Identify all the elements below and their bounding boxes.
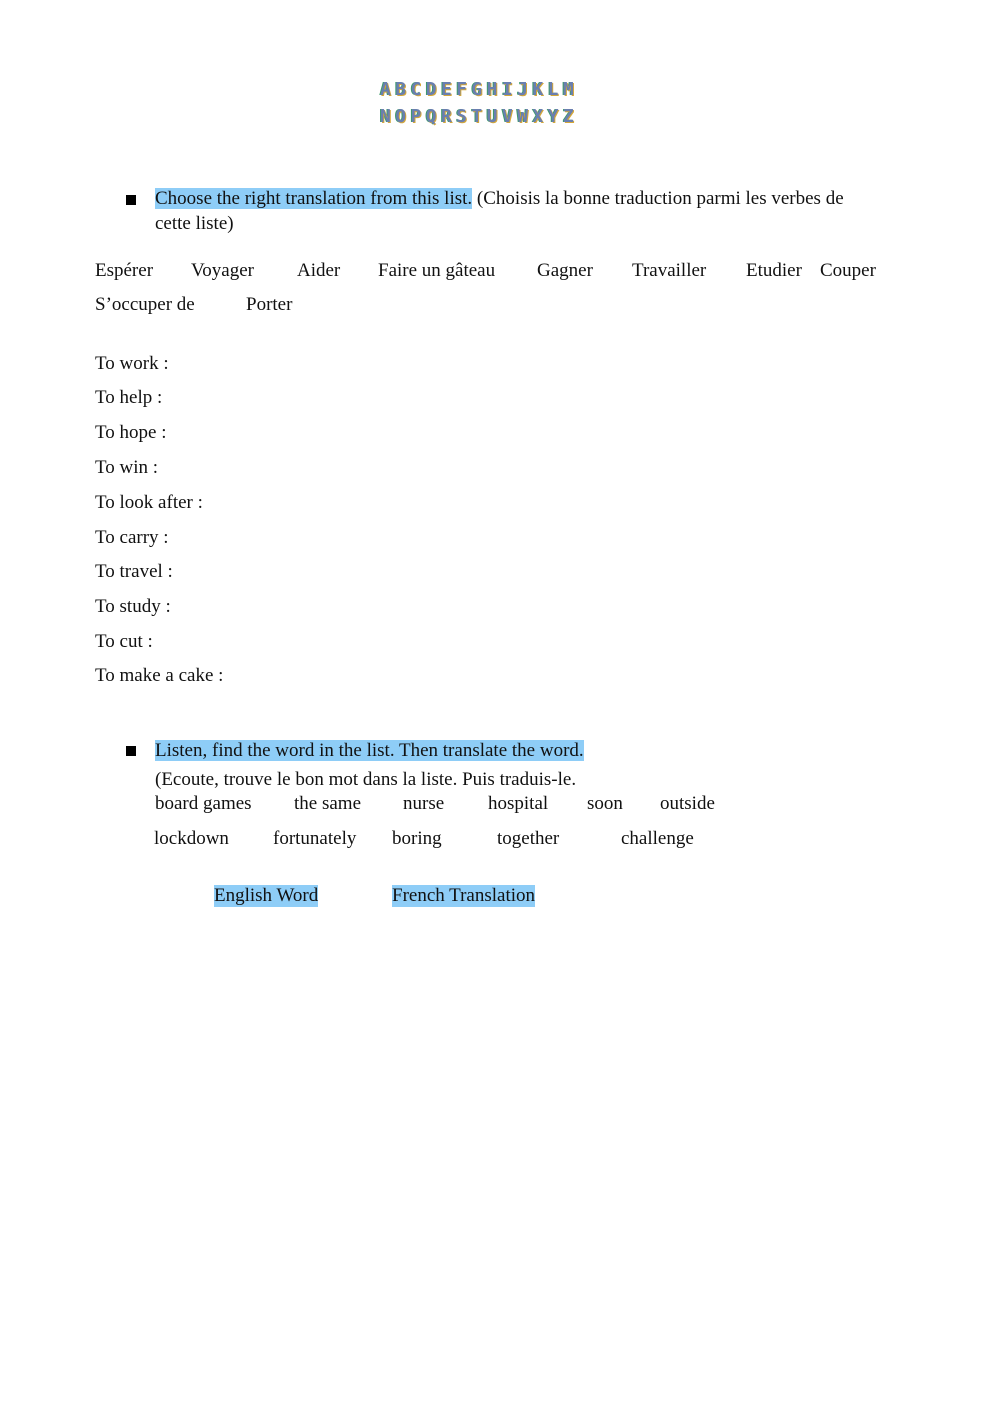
word-item: lockdown <box>154 828 229 849</box>
verb-item: S’occuper de <box>95 294 195 315</box>
section2-instruction-fr: (Ecoute, trouve le bon mot dans la liste. Puis traduis-le. <box>155 769 577 790</box>
word-item: nurse <box>403 793 445 814</box>
prompt-line: To look after : <box>95 492 203 513</box>
word-item: challenge <box>621 828 694 849</box>
section1-instruction <box>155 188 844 210</box>
word-item: soon <box>587 793 623 814</box>
verb-item: Etudier <box>746 260 802 281</box>
prompt-line: To study : <box>95 596 171 617</box>
verb-item: Voyager <box>191 260 254 281</box>
word-item: fortunately <box>273 828 357 849</box>
section1-instruction-en: Choose the right translation from this list. <box>155 188 473 209</box>
word-item: outside <box>660 793 715 814</box>
prompt-line: To hope : <box>95 422 167 443</box>
prompt-line: To travel : <box>95 561 173 582</box>
verb-item: Couper <box>820 260 876 281</box>
alphabet-row-1: ABCDEFGHIJKLM <box>380 79 579 100</box>
word-item: together <box>497 828 560 849</box>
prompt-line: To work : <box>95 353 169 374</box>
verb-item: Espérer <box>95 260 154 281</box>
bullet-icon <box>126 746 136 756</box>
prompt-line: To win : <box>95 457 159 478</box>
verb-item: Gagner <box>537 260 593 281</box>
word-item: hospital <box>488 793 549 814</box>
section2-instruction <box>155 740 584 762</box>
verb-item: Aider <box>297 260 341 281</box>
column-header-french: French Translation <box>392 885 536 906</box>
section1-instruction-fr-cont: cette liste) <box>155 213 234 234</box>
verb-item: Porter <box>246 294 293 315</box>
alphabet-row-2: NOPQRSTUVWXYZ <box>380 106 579 127</box>
prompt-line: To carry : <box>95 527 169 548</box>
word-item: the same <box>294 793 362 814</box>
column-header-english: English Word <box>214 885 319 906</box>
bullet-icon <box>126 195 136 205</box>
prompt-line: To cut : <box>95 631 153 652</box>
word-item: board games <box>155 793 252 814</box>
section2-instruction-en: Listen, find the word in the list. Then translate the word. <box>155 740 584 761</box>
word-item: boring <box>392 828 442 849</box>
section1-instruction-fr: (Choisis la bonne traduction parmi les verbes de <box>476 188 844 209</box>
prompt-line: To make a cake : <box>95 665 224 686</box>
prompt-line: To help : <box>95 387 163 408</box>
verb-item: Travailler <box>632 260 707 281</box>
verb-item: Faire un gâteau <box>378 260 496 281</box>
